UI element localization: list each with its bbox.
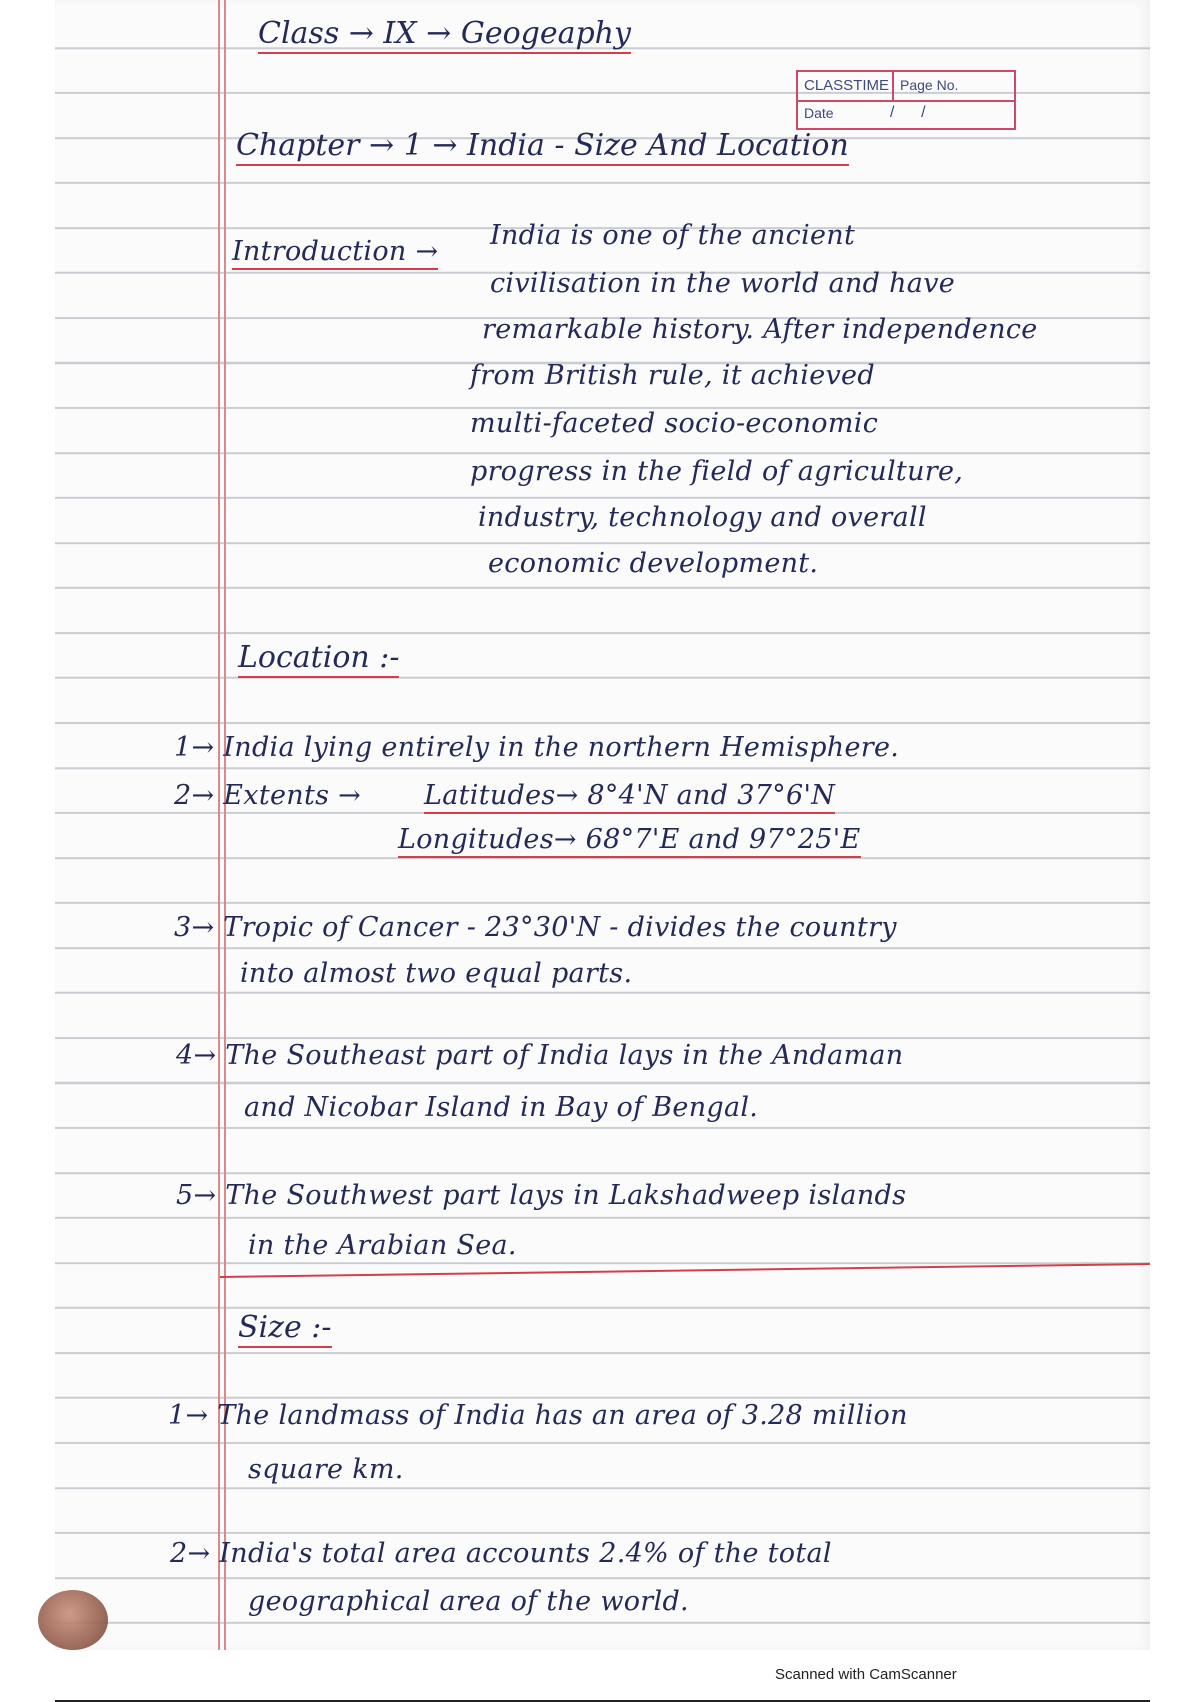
location-point-3: 3→ Tropic of Cancer - 23°30'N - divides the country <box>174 912 897 943</box>
location-point-1: 1→ India lying entirely in the northern Hemisphere. <box>174 732 900 763</box>
location-point-4: 4→ The Southeast part of India lays in the Andaman <box>176 1040 904 1071</box>
classtime-box <box>796 70 1016 130</box>
intro-line: progress in the field of agriculture, <box>470 456 964 487</box>
size-point-2-cont: geographical area of the world. <box>248 1586 689 1617</box>
chapter-title: Chapter → 1 → India - Size And Location <box>236 128 849 166</box>
intro-line: remarkable history. After independence <box>482 314 1038 345</box>
location-point-4-cont: and Nicobar Island in Bay of Bengal. <box>244 1092 759 1123</box>
date-slashes: / / <box>890 104 926 121</box>
box-rule <box>798 100 1014 102</box>
classtime-brand: CLASSTIME <box>804 77 890 94</box>
location-point-5-cont: in the Arabian Sea. <box>248 1230 517 1261</box>
date-label: Date <box>804 105 834 121</box>
class-line: Class → IX → Geogeaphy <box>258 16 631 54</box>
intro-line: civilisation in the world and have <box>490 268 956 299</box>
thumb-shadow <box>38 1590 108 1650</box>
intro-line: industry, technology and overall <box>478 502 927 533</box>
intro-line: economic development. <box>488 548 819 579</box>
intro-line: multi-faceted socio-economic <box>470 408 879 439</box>
size-heading: Size :- <box>238 1310 332 1348</box>
box-divider <box>892 72 894 100</box>
introduction-label: Introduction → <box>232 236 438 270</box>
location-heading: Location :- <box>238 640 399 678</box>
size-point-1: 1→ The landmass of India has an area of 3.28 million <box>168 1400 908 1431</box>
intro-line: India is one of the ancient <box>490 220 856 251</box>
location-point-2: 2→ Extents → <box>174 780 362 811</box>
location-point-5: 5→ The Southwest part lays in Lakshadweep islands <box>176 1180 907 1211</box>
longitudes: Longitudes→ 68°7'E and 97°25'E <box>398 824 861 858</box>
page-no-label: Page No. <box>900 77 959 93</box>
location-point-3-cont: into almost two equal parts. <box>240 958 633 989</box>
camscanner-label: Scanned with CamScanner <box>775 1666 957 1683</box>
latitudes: Latitudes→ 8°4'N and 37°6'N <box>424 780 835 814</box>
intro-line: from British rule, it achieved <box>470 360 875 391</box>
size-point-1-cont: square km. <box>248 1454 404 1485</box>
size-point-2: 2→ India's total area accounts 2.4% of the total <box>170 1538 832 1569</box>
